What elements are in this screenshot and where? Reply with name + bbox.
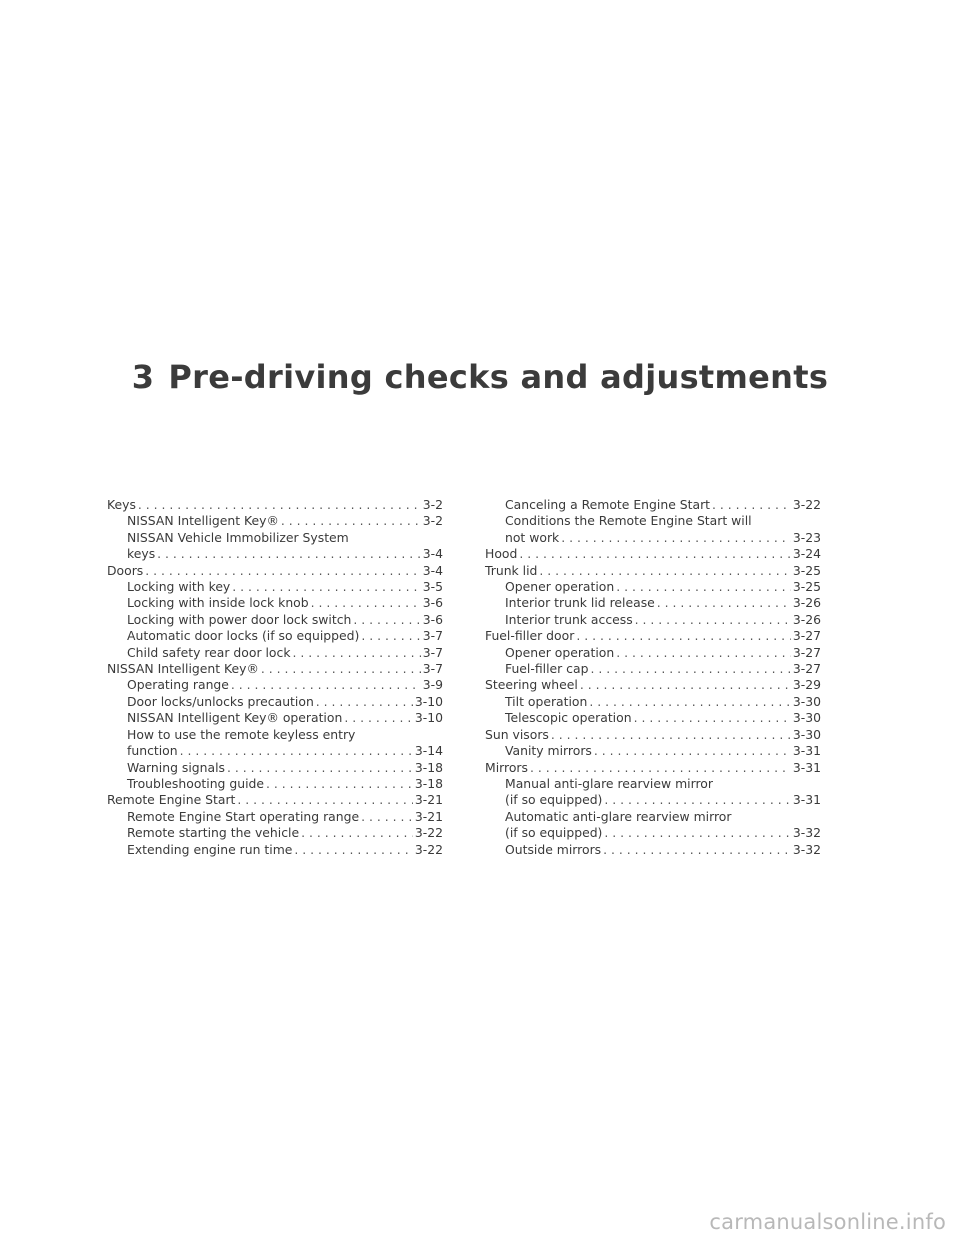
toc-entry[interactable] <box>485 694 821 710</box>
toc-entry-page: 3-32 <box>792 841 821 857</box>
dot-leader <box>145 563 420 579</box>
dot-leader <box>231 677 421 693</box>
toc-entry-page: 3-22 <box>792 497 821 512</box>
toc-entry-label: Remote Engine Start operating range <box>127 808 360 824</box>
toc-entry-label-first-line: NISSAN Vehicle Immobilizer System <box>127 529 349 545</box>
dot-leader <box>589 694 791 710</box>
toc-entry[interactable] <box>485 612 821 628</box>
dot-leader <box>561 530 791 546</box>
toc-entry[interactable] <box>485 661 821 677</box>
toc-entry[interactable] <box>107 842 443 858</box>
dot-leader <box>604 792 790 808</box>
dot-leader <box>539 563 790 579</box>
toc-entry[interactable] <box>107 760 443 776</box>
toc-entry-label: Trunk lid <box>485 562 538 578</box>
dot-leader <box>616 645 791 661</box>
toc-entry-label: Outside mirrors <box>505 841 602 857</box>
dot-leader <box>604 825 790 841</box>
dot-leader <box>311 595 421 611</box>
toc-entry-page: 3-25 <box>792 562 821 578</box>
toc-entry[interactable] <box>107 776 443 792</box>
toc-entry[interactable] <box>485 563 821 579</box>
toc-entry-label: Keys <box>107 497 136 512</box>
dot-leader <box>281 513 421 529</box>
toc-entry[interactable] <box>107 677 443 693</box>
toc-entry-page: 3-5 <box>422 579 443 595</box>
toc-left-column <box>107 497 443 858</box>
toc-entry-page: 3-25 <box>792 579 821 595</box>
toc-entry-page: 3-22 <box>414 825 443 841</box>
dot-leader <box>594 743 791 759</box>
toc-entry-page: 3-6 <box>422 595 443 611</box>
chapter-number: 3 <box>131 358 155 396</box>
dot-leader <box>616 579 791 595</box>
toc-entry-page: 3-7 <box>422 628 443 644</box>
dot-leader <box>266 776 413 792</box>
dot-leader <box>232 579 420 595</box>
dot-leader <box>301 825 413 841</box>
toc-entry-page: 3-30 <box>792 726 821 742</box>
dot-leader <box>344 710 413 726</box>
toc-entry[interactable] <box>485 546 821 562</box>
toc-entry-page: 3-30 <box>792 693 821 709</box>
toc-entry-page: 3-4 <box>422 546 443 562</box>
toc-entry[interactable] <box>485 792 821 808</box>
toc-entry-page: 3-6 <box>422 611 443 627</box>
toc-entry-page: 3-9 <box>422 677 443 693</box>
toc-entry[interactable] <box>107 628 443 644</box>
toc-entry[interactable] <box>485 710 821 726</box>
toc-entry-page: 3-18 <box>414 775 443 791</box>
toc-entry-page: 3-24 <box>792 546 821 562</box>
toc-entry[interactable] <box>107 513 443 529</box>
toc-entry[interactable] <box>485 530 821 546</box>
toc-entry-page: 3-30 <box>792 710 821 726</box>
toc-entry-label-first-line: Manual anti-glare rearview mirror <box>505 775 713 791</box>
toc-entry-page: 3-7 <box>422 661 443 677</box>
toc-entry-page: 3-26 <box>792 611 821 627</box>
toc-entry[interactable] <box>485 743 821 759</box>
dot-leader <box>180 743 413 759</box>
toc-entry[interactable] <box>485 760 821 776</box>
dot-leader <box>657 595 791 611</box>
toc-entry[interactable] <box>107 645 443 661</box>
toc-entry-page: 3-21 <box>414 808 443 824</box>
dot-leader <box>261 661 421 677</box>
toc-entry-label: Canceling a Remote Engine Start <box>505 497 711 512</box>
toc-entry[interactable] <box>485 628 821 644</box>
toc-entry-label: Hood <box>485 546 518 562</box>
dot-leader <box>237 792 412 808</box>
toc-entry-page: 3-26 <box>792 595 821 611</box>
dot-leader <box>603 842 791 858</box>
dot-leader <box>293 645 421 661</box>
toc-entry-label-first-line: How to use the remote keyless entry <box>127 726 356 742</box>
toc-entry-label-first-line: Conditions the Remote Engine Start will <box>505 513 752 529</box>
toc-entry-page: 3-18 <box>414 759 443 775</box>
toc-entry-page: 3-32 <box>792 825 821 841</box>
toc-entry-label: Vanity mirrors <box>505 743 592 759</box>
dot-leader <box>361 628 420 644</box>
toc-entry[interactable] <box>485 825 821 841</box>
toc-entry-label: Remote Engine Start <box>107 792 236 808</box>
toc-entry-label: Extending engine run time <box>127 841 293 857</box>
toc-entry-label: Fuel-filler cap <box>505 661 589 677</box>
toc-entry[interactable] <box>107 710 443 726</box>
toc-entry-label: Remote starting the vehicle <box>127 825 300 841</box>
toc-entry-page: 3-31 <box>792 759 821 775</box>
dot-leader <box>519 546 791 562</box>
toc-entry-label: NISSAN Intelligent Key® operation <box>127 710 343 726</box>
toc-right-column <box>485 497 821 858</box>
dot-leader <box>712 497 791 513</box>
toc-entry[interactable] <box>107 497 443 513</box>
dot-leader <box>634 710 791 726</box>
toc-entry[interactable] <box>107 743 443 759</box>
toc-entry-label: Doors <box>107 562 144 578</box>
toc-entry-label: (if so equipped) <box>505 825 603 841</box>
toc-entry[interactable] <box>485 727 821 743</box>
toc-entry[interactable] <box>107 612 443 628</box>
toc-entry-label: Operating range <box>127 677 229 693</box>
toc-entry[interactable] <box>485 579 821 595</box>
toc-entry[interactable] <box>107 809 443 825</box>
toc-entry[interactable] <box>107 792 443 808</box>
toc-entry-label: Interior trunk access <box>505 611 633 627</box>
toc-entry-label: Fuel-filler door <box>485 628 575 644</box>
toc-entry[interactable] <box>107 694 443 710</box>
toc-entry-label: function <box>127 743 178 759</box>
toc-entry[interactable] <box>485 595 821 611</box>
toc-entry-label: Mirrors <box>485 759 528 775</box>
toc-entry-page: 3-22 <box>414 841 443 857</box>
toc-entry-page: 3-27 <box>792 644 821 660</box>
toc-entry-label: Locking with power door lock switch <box>127 611 352 627</box>
dot-leader <box>353 612 420 628</box>
toc-entry-label: (if so equipped) <box>505 792 603 808</box>
dot-leader <box>551 727 791 743</box>
dot-leader <box>635 612 791 628</box>
toc-entry-label: Locking with inside lock knob <box>127 595 309 611</box>
toc-entry-label: Interior trunk lid release <box>505 595 655 611</box>
toc-entry-page: 3-7 <box>422 644 443 660</box>
toc-entry-label: Tilt operation <box>505 693 588 709</box>
toc-entry-label-first-line: Automatic anti-glare rearview mirror <box>505 808 732 824</box>
toc-entry-page: 3-10 <box>414 693 443 709</box>
toc-entry-page: 3-2 <box>422 513 443 529</box>
toc-entry-page: 3-31 <box>792 792 821 808</box>
chapter-title <box>0 358 960 396</box>
dot-leader <box>576 628 791 644</box>
toc-entry[interactable] <box>485 497 821 513</box>
dot-leader <box>227 760 413 776</box>
toc-entry-page: 3-27 <box>792 661 821 677</box>
toc-entry-page: 3-29 <box>792 677 821 693</box>
toc-entry-label: Door locks/unlocks precaution <box>127 693 314 709</box>
toc-entry-label: Locking with key <box>127 579 231 595</box>
toc-entry[interactable] <box>107 579 443 595</box>
toc-entry-label: Child safety rear door lock <box>127 644 291 660</box>
dot-leader <box>530 760 791 776</box>
toc-entry-page: 3-21 <box>414 792 443 808</box>
toc-entry[interactable] <box>485 645 821 661</box>
chapter-title-text: Pre-driving checks and adjustments <box>168 358 829 396</box>
dot-leader <box>138 497 421 513</box>
toc-entry-label: not work <box>505 529 560 545</box>
toc-entry-label: Warning signals <box>127 759 225 775</box>
dot-leader <box>157 546 421 562</box>
toc-entry-page: 3-14 <box>414 743 443 759</box>
toc-entry-page: 3-4 <box>422 562 443 578</box>
toc-entry-label: Opener operation <box>505 579 615 595</box>
toc-entry-page: 3-23 <box>792 529 821 545</box>
toc-entry-label: Troubleshooting guide <box>127 775 265 791</box>
toc-entry[interactable] <box>485 842 821 858</box>
toc-entry[interactable] <box>107 595 443 611</box>
dot-leader <box>361 809 413 825</box>
toc-entry-label: Sun visors <box>485 726 549 742</box>
dot-leader <box>294 842 412 858</box>
dot-leader <box>580 677 791 693</box>
toc-entry[interactable] <box>485 677 821 693</box>
watermark: carmanualsonline.info <box>709 1210 946 1234</box>
toc-entry-page: 3-2 <box>422 497 443 512</box>
toc-entry-label: Telescopic operation <box>505 710 632 726</box>
toc-entry-label: Opener operation <box>505 644 615 660</box>
toc-entry[interactable] <box>107 825 443 841</box>
toc-entry-page: 3-10 <box>414 710 443 726</box>
toc-entry-label: Steering wheel <box>485 677 578 693</box>
toc-entry-label: keys <box>127 546 156 562</box>
toc-entry[interactable] <box>107 661 443 677</box>
dot-leader <box>316 694 413 710</box>
toc-entry-page: 3-27 <box>792 628 821 644</box>
toc-entry[interactable] <box>107 546 443 562</box>
toc-entry[interactable] <box>107 563 443 579</box>
dot-leader <box>590 661 790 677</box>
toc-entry-label: NISSAN Intelligent Key® <box>127 513 279 529</box>
toc-entry-label: NISSAN Intelligent Key® <box>107 661 259 677</box>
toc-entry-page: 3-31 <box>792 743 821 759</box>
toc-entry-label: Automatic door locks (if so equipped) <box>127 628 360 644</box>
